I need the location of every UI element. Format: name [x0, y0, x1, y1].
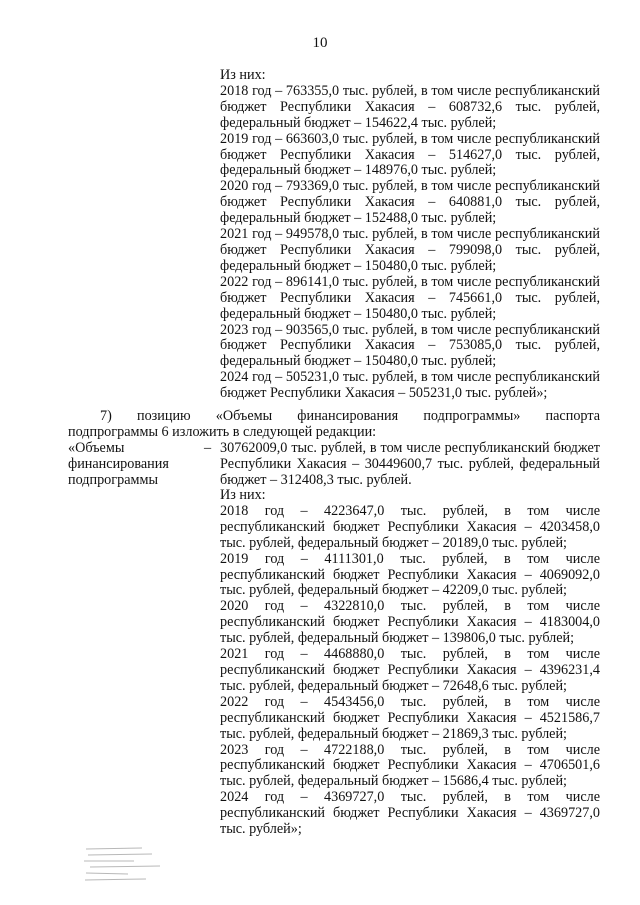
- text-line: 2024 год – 505231,0 тыс. рублей, в том числе республиканский: [220, 369, 600, 386]
- text-line: бюджет Республики Хакасия – 514627,0 тыс. рублей,: [220, 146, 600, 163]
- text-line: республиканский бюджет Республики Хакасия – 4706501,6: [220, 757, 600, 774]
- text-line: тыс. рублей, федеральный бюджет – 139806,0 тыс. рублей;: [220, 630, 575, 647]
- text-line: бюджет Республики Хакасия – 799098,0 тыс. рублей,: [220, 241, 600, 258]
- text-line: федеральный бюджет – 150480,0 тыс. рублей;: [220, 353, 497, 370]
- paragraph-7: [68, 408, 600, 440]
- text-line: 2018 год – 4223647,0 тыс. рублей, в том числе: [220, 502, 600, 519]
- stamp-mark: [82, 843, 168, 887]
- text-line: бюджет Республики Хакасия – 753085,0 тыс. рублей,: [220, 337, 600, 354]
- text-line: тыс. рублей, федеральный бюджет – 20189,0 тыс. рублей;: [220, 534, 567, 551]
- text-line: тыс. рублей, федеральный бюджет – 42209,0 тыс. рублей;: [220, 582, 567, 599]
- text-line: 2021 год – 949578,0 тыс. рублей, в том числе республиканский: [220, 226, 600, 243]
- text-line: федеральный бюджет – 150480,0 тыс. рублей;: [220, 257, 497, 274]
- text-line: 2019 год – 663603,0 тыс. рублей, в том числе республиканский: [220, 130, 600, 147]
- text-line: 2023 год – 903565,0 тыс. рублей, в том числе республиканский: [220, 321, 600, 338]
- text-line: бюджет Республики Хакасия – 640881,0 тыс. рублей,: [220, 194, 600, 211]
- text-line: Из них:: [220, 487, 266, 503]
- text-line: республиканский бюджет Республики Хакасия – 4396231,4: [220, 661, 600, 678]
- text-line: республиканский бюджет Республики Хакасия – 4521586,7: [220, 709, 600, 726]
- text-line: республиканский бюджет Республики Хакасия – 4069092,0: [220, 566, 600, 583]
- value-line: Республики Хакасия – 30449600,7 тыс. рублей, федеральный: [220, 456, 600, 472]
- text-line: 2021 год – 4468880,0 тыс. рублей, в том числе: [220, 646, 600, 663]
- text-line: 2023 год – 4722188,0 тыс. рублей, в том числе: [220, 741, 600, 758]
- text-line: 2024 год – 4369727,0 тыс. рублей, в том числе: [220, 789, 600, 806]
- text-line: тыс. рублей, федеральный бюджет – 15686,4 тыс. рублей;: [220, 773, 567, 790]
- text-line: бюджет Республики Хакасия – 745661,0 тыс. рублей,: [220, 289, 600, 306]
- label-line: «Объемы: [68, 440, 125, 456]
- text-line: 2020 год – 793369,0 тыс. рублей, в том числе республиканский: [220, 178, 600, 195]
- text-line: Из них:: [220, 67, 266, 83]
- value-line: 30762009,0 тыс. рублей, в том числе республиканский бюджет: [220, 440, 600, 456]
- text-line: тыс. рублей, федеральный бюджет – 21869,3 тыс. рублей;: [220, 725, 567, 742]
- funding-breakdown-block-1: [220, 68, 600, 402]
- text-line: тыс. рублей, федеральный бюджет – 72648,6 тыс. рублей;: [220, 677, 567, 694]
- text-line: республиканский бюджет Республики Хакасия – 4203458,0: [220, 518, 600, 535]
- text-line: 2022 год – 896141,0 тыс. рублей, в том числе республиканский: [220, 273, 600, 290]
- text-line: республиканский бюджет Республики Хакасия – 4369727,0: [220, 805, 600, 822]
- funding-breakdown-block-2: [220, 488, 600, 838]
- paragraph-line: подпрограммы 6 изложить в следующей редакции:: [68, 424, 377, 440]
- text-line: 2022 год – 4543456,0 тыс. рублей, в том числе: [220, 693, 600, 710]
- paragraph-line: 7) позицию «Объемы финансирования подпрограммы» паспорта: [100, 408, 600, 424]
- text-line: 2019 год – 4111301,0 тыс. рублей, в том числе: [220, 550, 600, 567]
- text-line: 2018 год – 763355,0 тыс. рублей, в том числе республиканский: [220, 82, 600, 99]
- label-line: финансирования: [68, 456, 169, 472]
- text-line: федеральный бюджет – 154622,4 тыс. рублей;: [220, 114, 497, 131]
- text-line: федеральный бюджет – 152488,0 тыс. рублей;: [220, 210, 497, 227]
- label-line: подпрограммы: [68, 472, 158, 488]
- text-line: бюджет Республики Хакасия – 608732,6 тыс. рублей,: [220, 98, 600, 115]
- passport-row-value: [220, 440, 600, 488]
- row-dash: –: [204, 440, 212, 456]
- page-number: 10: [312, 35, 328, 51]
- text-line: республиканский бюджет Республики Хакасия – 4183004,0: [220, 614, 600, 631]
- passport-row-label: [68, 440, 208, 488]
- text-line: федеральный бюджет – 148976,0 тыс. рублей;: [220, 162, 497, 179]
- value-line: бюджет – 312408,3 тыс. рублей.: [220, 472, 412, 488]
- text-line: 2020 год – 4322810,0 тыс. рублей, в том числе: [220, 598, 600, 615]
- text-line: федеральный бюджет – 150480,0 тыс. рублей;: [220, 305, 497, 322]
- text-line: бюджет Республики Хакасия – 505231,0 тыс. рублей»;: [220, 385, 548, 402]
- text-line: тыс. рублей»;: [220, 821, 302, 838]
